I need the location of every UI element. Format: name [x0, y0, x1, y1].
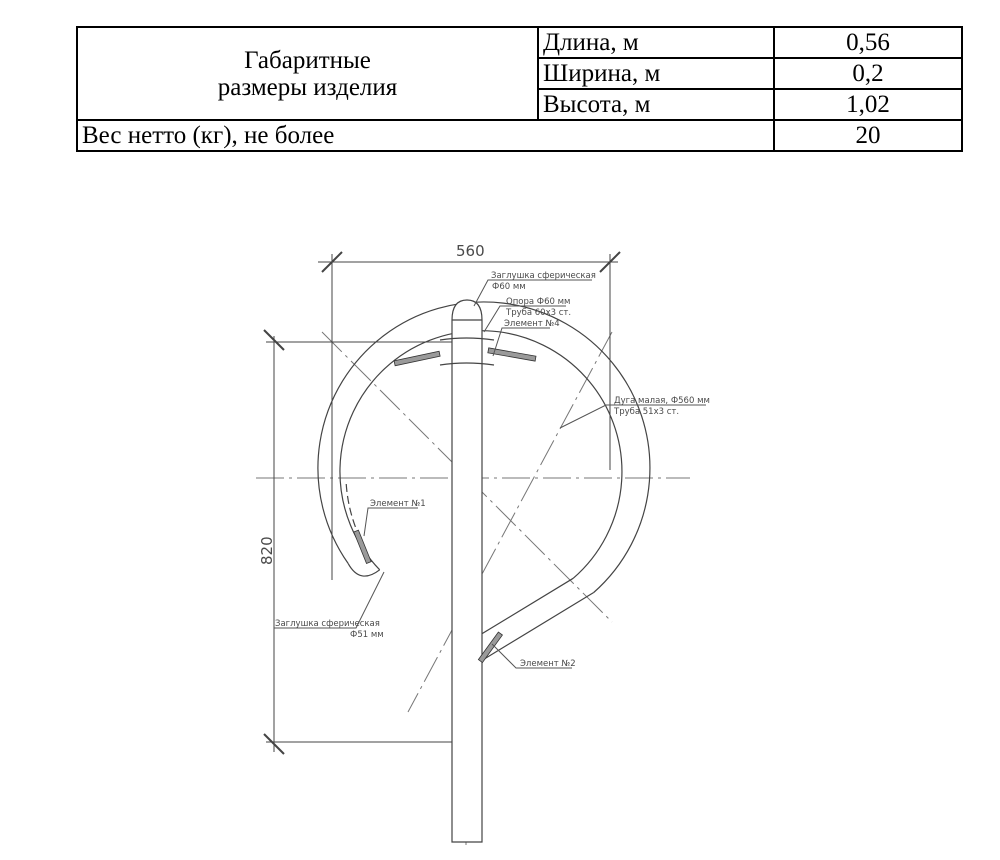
value-height: 1,02: [774, 89, 962, 120]
support-pipe: [452, 300, 482, 842]
cap-top-callout-line1: Заглушка сферическая: [491, 271, 596, 281]
value-length: 0,56: [774, 27, 962, 58]
support-callout-line3: Элемент №4: [504, 319, 560, 329]
width-dim-label: 560: [456, 242, 485, 260]
group-label-line1: Габаритные: [244, 46, 371, 74]
arc-callout-line1: Дуга малая, Ф560 мм: [614, 396, 710, 406]
element-1-bar: [354, 530, 371, 563]
cap-bottom-callout-line2: Ф51 мм: [350, 630, 384, 640]
element-1-callout: Элемент №1: [370, 499, 426, 509]
weight-value: 20: [774, 120, 962, 151]
param-width: Ширина, м: [538, 58, 774, 89]
support-body: [452, 300, 482, 842]
group-label-line2: размеры изделия: [217, 73, 398, 101]
value-width: 0,2: [774, 58, 962, 89]
arc-inner-edge: [318, 302, 650, 593]
arc-pipe: [318, 302, 650, 661]
arc-leg-edge-b: [481, 593, 594, 662]
param-length: Длина, м: [538, 27, 774, 58]
support-callout-line1: Опора Ф60 мм: [506, 297, 571, 307]
element-4-bar-left: [394, 351, 440, 365]
cap-bottom-callout-line1: Заглушка сферическая: [275, 619, 380, 629]
height-dimension: [264, 330, 468, 754]
leader-lines: [274, 280, 706, 668]
support-callout-line2: Труба 60х3 ст.: [506, 308, 572, 318]
diagonal-center-line-b: [408, 332, 612, 712]
cap-top-callout-line2: Ф60 мм: [492, 282, 526, 292]
arc-callout-line2: Труба 51х3 ст.: [614, 407, 680, 417]
weight-label: Вес нетто (кг), не более: [77, 120, 774, 151]
element-2-callout: Элемент №2: [520, 659, 576, 669]
arc-hidden-line: [346, 480, 360, 538]
param-height: Высота, м: [538, 89, 774, 120]
height-dim-label: 820: [258, 536, 276, 565]
